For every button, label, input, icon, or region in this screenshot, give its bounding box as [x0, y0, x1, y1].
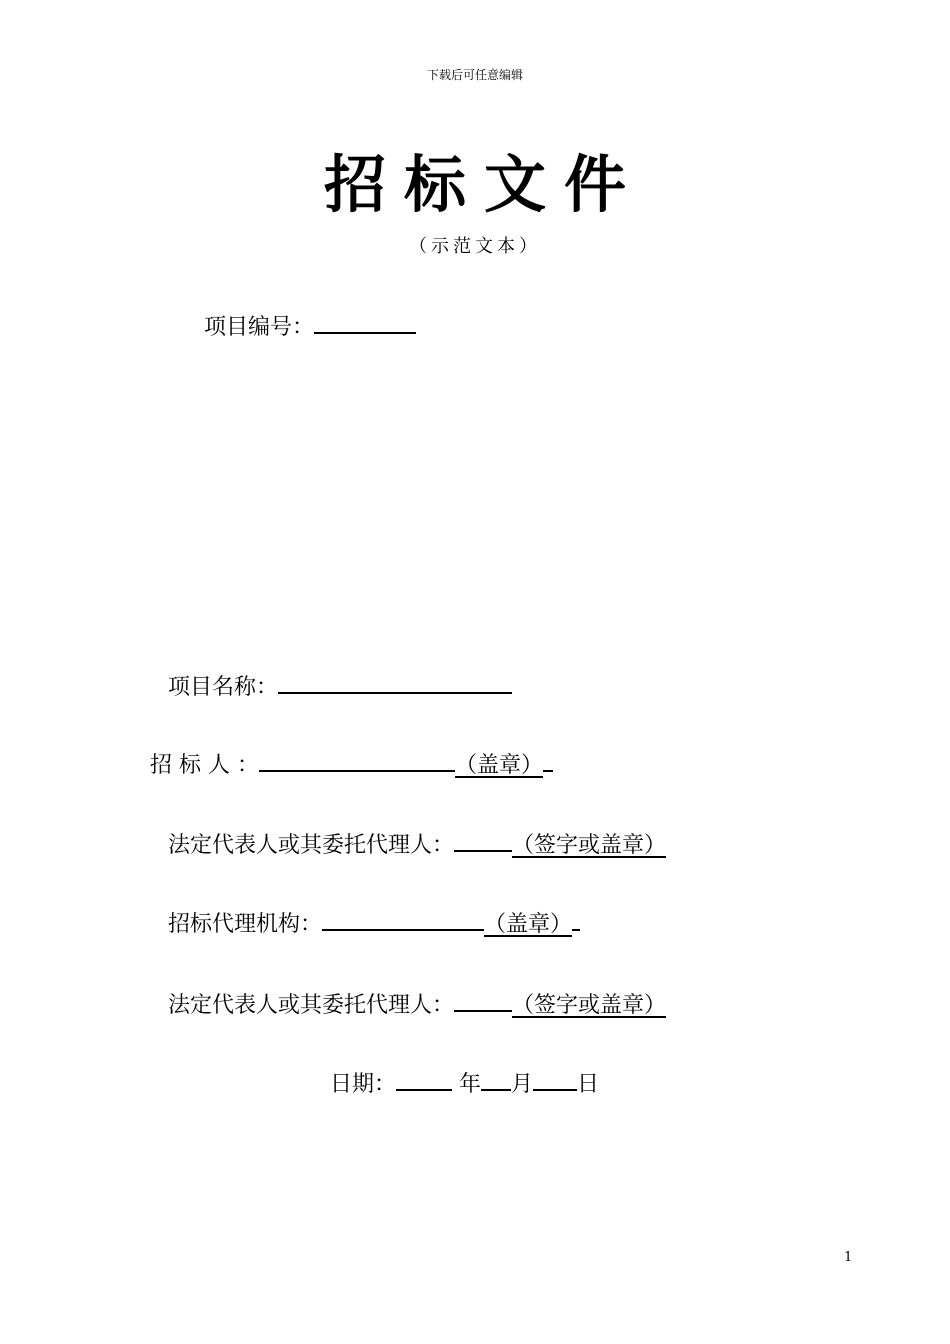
- tenderer-row: [150, 748, 553, 781]
- project-name-blank: [278, 670, 512, 694]
- tenderer-label: 招 标 人 ：: [150, 753, 259, 778]
- project-name-label: 项目名称：: [168, 675, 279, 700]
- legal-rep-blank-2: [454, 988, 512, 1012]
- date-day-blank: [533, 1067, 577, 1091]
- project-number-label: 项目编号：: [204, 315, 315, 340]
- agency-blank-tail: [572, 907, 580, 931]
- legal-rep-sign-note-1: （签字或盖章）: [512, 833, 667, 858]
- legal-rep-blank-1: [454, 828, 512, 852]
- date-month-blank: [481, 1067, 511, 1091]
- project-number-blank: [314, 310, 416, 334]
- agency-seal-note: （盖章）: [484, 912, 573, 937]
- tenderer-blank: [259, 748, 455, 772]
- legal-rep-row-1: [168, 828, 666, 861]
- legal-rep-label-1: 法定代表人或其委托代理人：: [168, 833, 455, 858]
- document-title: 招标文件: [323, 148, 644, 221]
- date-row: [330, 1067, 599, 1100]
- date-month-label: 月: [511, 1072, 534, 1097]
- document-subtitle: （示范文本）: [409, 236, 541, 257]
- tenderer-blank-tail: [543, 748, 553, 772]
- legal-rep-sign-note-2: （签字或盖章）: [512, 993, 667, 1018]
- project-name-row: [168, 670, 512, 703]
- legal-rep-label-2: 法定代表人或其委托代理人：: [168, 993, 455, 1018]
- agency-label: 招标代理机构：: [168, 912, 323, 937]
- agency-row: [168, 907, 580, 940]
- project-number-row: [204, 310, 416, 343]
- date-label: 日期：: [330, 1072, 397, 1097]
- legal-rep-row-2: [168, 988, 666, 1021]
- header-note: 下载后可任意编辑: [426, 68, 523, 82]
- date-year-blank: [396, 1067, 452, 1091]
- page-number: 1: [844, 1250, 853, 1265]
- tenderer-seal-note: （盖章）: [454, 753, 543, 778]
- agency-blank: [322, 907, 484, 931]
- date-year-label: 年: [459, 1072, 482, 1097]
- date-day-label: 日: [577, 1072, 600, 1097]
